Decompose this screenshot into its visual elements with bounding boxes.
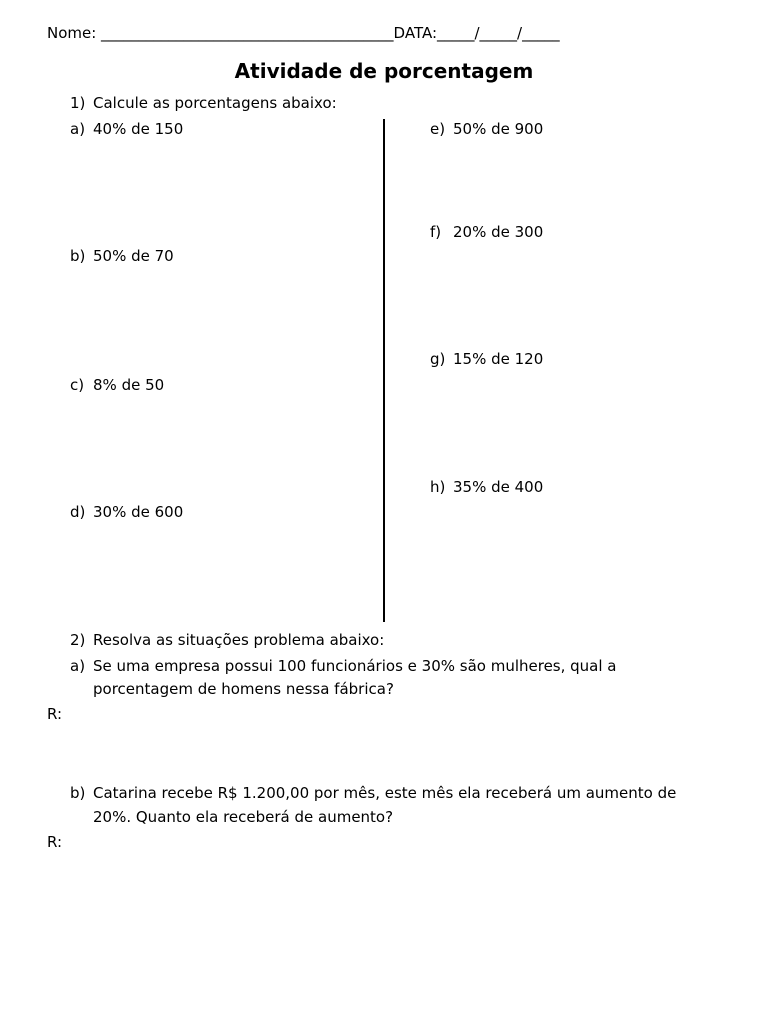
exercise-h bbox=[430, 478, 750, 496]
section-1-heading bbox=[70, 94, 390, 112]
page-title: Atividade de porcentagem bbox=[234, 59, 534, 83]
exercise-text: 15% de 120 bbox=[453, 350, 544, 368]
exercise-marker: b) bbox=[70, 247, 86, 265]
exercise-c bbox=[70, 376, 390, 394]
column-divider bbox=[383, 119, 385, 622]
exercise-text: 50% de 70 bbox=[93, 247, 174, 265]
exercise-e bbox=[430, 120, 750, 138]
exercise-text: 20% de 300 bbox=[453, 223, 544, 241]
exercise-g bbox=[430, 350, 750, 368]
exercise-marker: d) bbox=[70, 503, 86, 521]
problem-text-line-2: porcentagem de homens nessa fábrica? bbox=[93, 680, 394, 698]
answer-label: R: bbox=[47, 833, 63, 851]
problem-text-line-1: Catarina recebe R$ 1.200,00 por mês, este mês ela receberá um aumento de bbox=[93, 784, 677, 802]
exercise-marker: g) bbox=[430, 350, 446, 368]
section-2-number: 2) bbox=[70, 631, 86, 649]
exercise-a bbox=[70, 120, 390, 138]
problem-marker: b) bbox=[70, 784, 86, 802]
exercise-f bbox=[430, 223, 750, 241]
exercise-b bbox=[70, 247, 390, 265]
exercise-text: 50% de 900 bbox=[453, 120, 544, 138]
problem-a bbox=[70, 657, 750, 675]
problem-text-line-1: Se uma empresa possui 100 funcionários e 30% são mulheres, qual a bbox=[93, 657, 617, 675]
exercise-text: 30% de 600 bbox=[93, 503, 184, 521]
problem-b bbox=[70, 784, 750, 802]
section-1-instruction: Calcule as porcentagens abaixo: bbox=[93, 94, 337, 112]
exercise-marker: a) bbox=[70, 120, 86, 138]
exercise-marker: e) bbox=[430, 120, 446, 138]
exercise-d bbox=[70, 503, 390, 521]
section-2-heading bbox=[70, 631, 390, 649]
exercise-text: 40% de 150 bbox=[93, 120, 184, 138]
answer-label: R: bbox=[47, 705, 63, 723]
exercise-text: 35% de 400 bbox=[453, 478, 544, 496]
exercise-text: 8% de 50 bbox=[93, 376, 165, 394]
problem-marker: a) bbox=[70, 657, 86, 675]
section-1-number: 1) bbox=[70, 94, 86, 112]
exercise-marker: h) bbox=[430, 478, 446, 496]
name-date-line: Nome: _______________________________________DATA:_____/_____/_____ bbox=[47, 24, 560, 42]
exercise-marker: c) bbox=[70, 376, 85, 394]
section-2-instruction: Resolva as situações problema abaixo: bbox=[93, 631, 385, 649]
exercise-marker: f) bbox=[430, 223, 442, 241]
problem-text-line-2: 20%. Quanto ela receberá de aumento? bbox=[93, 808, 394, 826]
